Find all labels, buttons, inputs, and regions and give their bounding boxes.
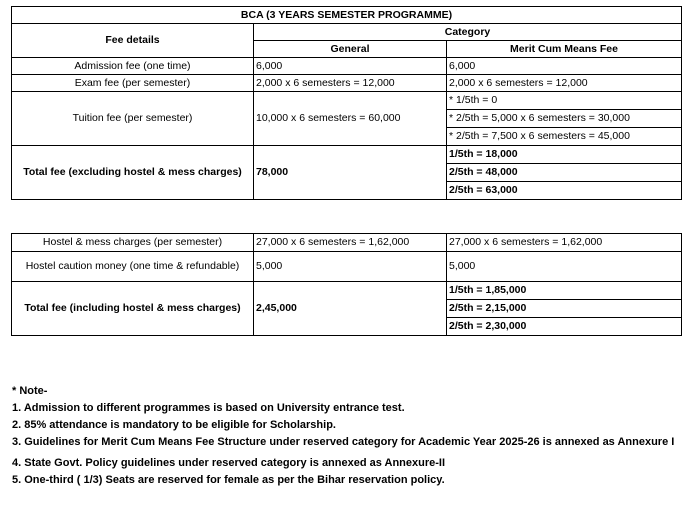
total-mcm: 1/5th = 18,000 [447,146,682,164]
row-label: Hostel caution money (one time & refundable) [12,252,254,282]
table-row [12,146,682,164]
table-title: BCA (3 YEARS SEMESTER PROGRAMME) [12,7,682,24]
mcm-value: * 1/5th = 0 [447,92,682,110]
mcm-value: 5,000 [447,252,682,282]
general-value: 6,000 [254,58,447,75]
table-row [12,282,682,300]
general-header: General [254,41,447,58]
total-mcm: 2/5th = 48,000 [447,164,682,182]
note-item: 5. One-third ( 1/3) Seats are reserved for female as per the Bihar reservation policy. [12,474,445,487]
hostel-fee-table [11,233,682,336]
table-row [12,252,682,282]
notes-heading: * Note- [12,385,48,397]
note-item: 4. State Govt. Policy guidelines under reserved category is annexed as Annexure-II [12,457,446,470]
notes-section [12,383,682,489]
mcm-value: 2,000 x 6 semesters = 12,000 [447,75,682,92]
table-row [12,234,682,252]
general-value: 10,000 x 6 semesters = 60,000 [254,92,447,146]
total-general: 78,000 [254,146,447,200]
category-header: Category [254,24,682,41]
note-item: 2. 85% attendance is mandatory to be eligible for Scholarship. [12,419,336,432]
fee-table-bca [11,6,682,200]
table-row [12,58,682,75]
total-mcm: 2/5th = 63,000 [447,182,682,200]
note-item: 1. Admission to different programmes is based on University entrance test. [12,402,405,415]
mcm-value: * 2/5th = 7,500 x 6 semesters = 45,000 [447,128,682,146]
total-general: 2,45,000 [254,282,447,336]
total-mcm: 2/5th = 2,30,000 [447,318,682,336]
note-item: 3. Guidelines for Merit Cum Means Fee Structure under reserved category for Academic Year 2025-26 is annexed as Annexure I [12,436,675,449]
row-label: Tuition fee (per semester) [12,92,254,146]
general-value: 5,000 [254,252,447,282]
table-row [12,75,682,92]
total-label: Total fee (excluding hostel & mess charges) [12,146,254,200]
mcm-header: Merit Cum Means Fee [447,41,682,58]
total-label: Total fee (including hostel & mess charges) [12,282,254,336]
fee-details-header: Fee details [12,24,254,58]
mcm-value: 27,000 x 6 semesters = 1,62,000 [447,234,682,252]
general-value: 2,000 x 6 semesters = 12,000 [254,75,447,92]
row-label: Exam fee (per semester) [12,75,254,92]
general-value: 27,000 x 6 semesters = 1,62,000 [254,234,447,252]
row-label: Hostel & mess charges (per semester) [12,234,254,252]
total-mcm: 2/5th = 2,15,000 [447,300,682,318]
table-row [12,92,682,110]
mcm-value: * 2/5th = 5,000 x 6 semesters = 30,000 [447,110,682,128]
mcm-value: 6,000 [447,58,682,75]
row-label: Admission fee (one time) [12,58,254,75]
total-mcm: 1/5th = 1,85,000 [447,282,682,300]
